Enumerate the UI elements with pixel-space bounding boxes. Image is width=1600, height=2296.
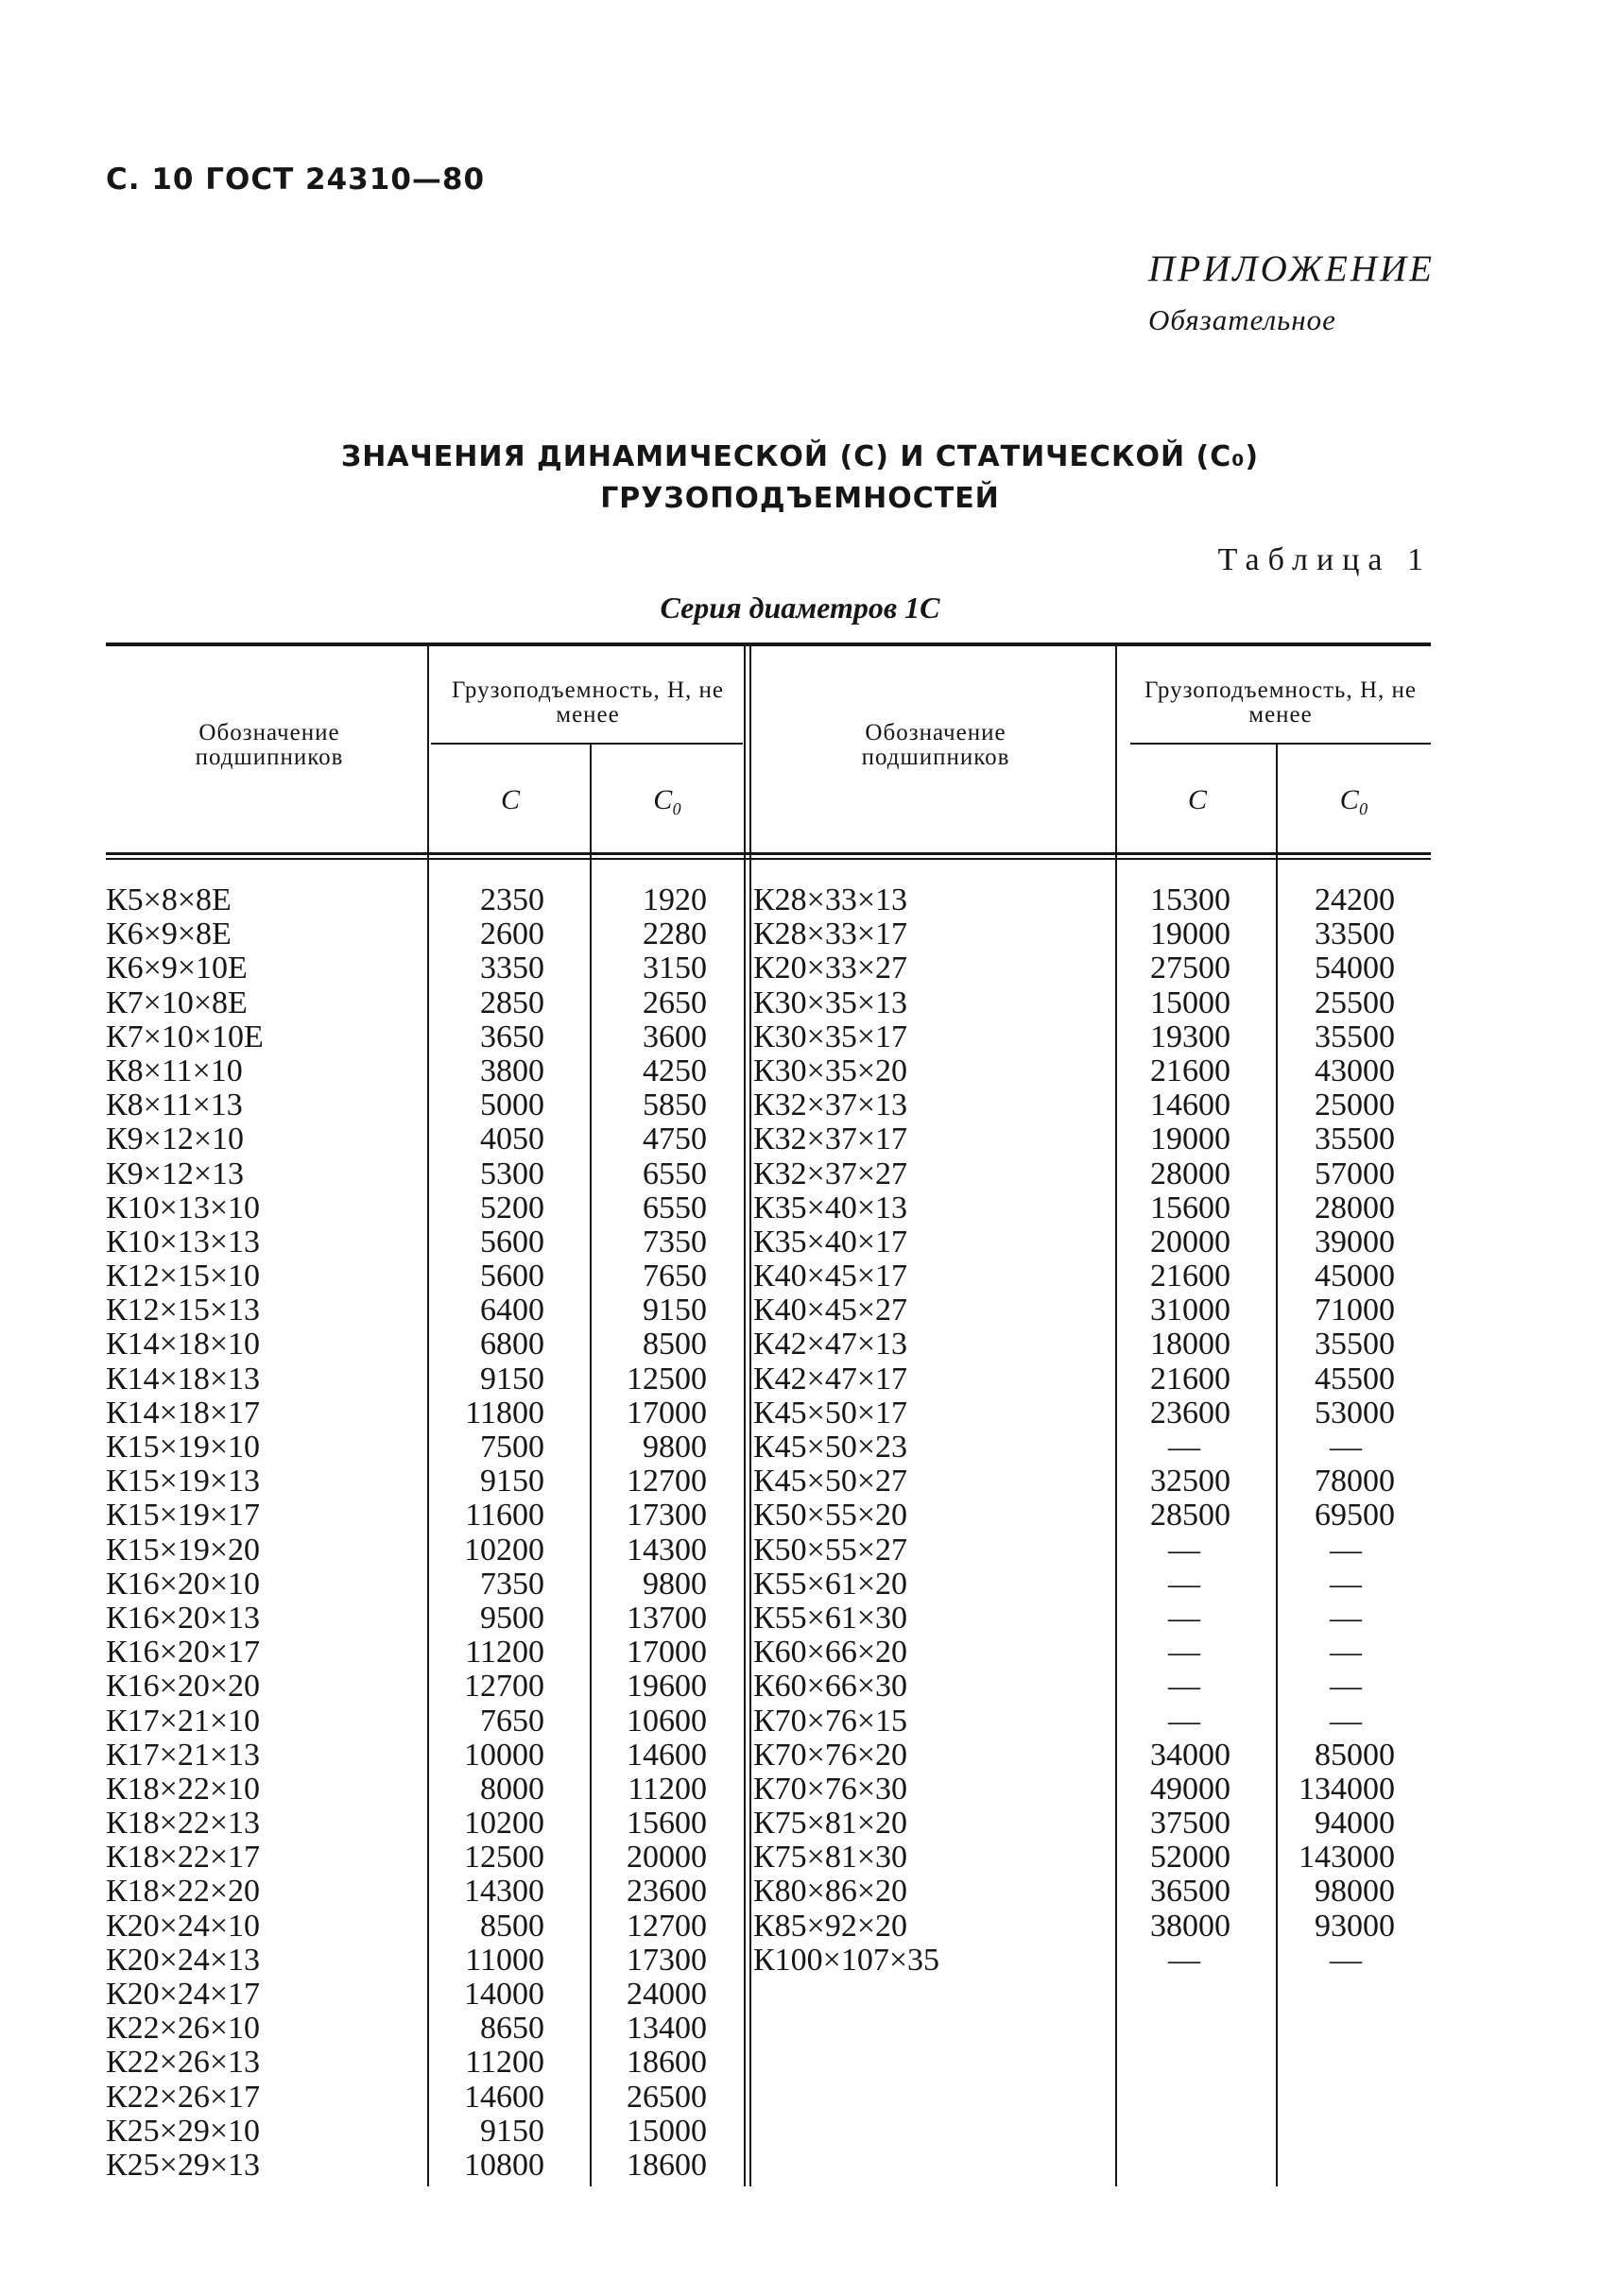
static-capacity-value: 28000 [1315,1190,1395,1225]
bearing-designation: К70×76×30 [753,1771,908,1807]
bearing-designation: К8×11×10 [106,1053,243,1088]
bearing-designation: К22×26×17 [106,2079,261,2115]
dynamic-capacity-value: 11600 [465,1498,544,1534]
dynamic-capacity-value: 5200 [480,1190,544,1225]
dynamic-capacity-value: 32500 [1150,1464,1230,1499]
static-capacity-value: 33500 [1315,917,1395,952]
static-capacity-value: 13400 [627,2011,707,2047]
bearing-designation: К55×61×30 [753,1600,908,1636]
bearing-designation: К40×45×27 [753,1293,908,1328]
bearing-designation: К32×37×27 [753,1156,908,1191]
dynamic-capacity-value: 34000 [1150,1737,1230,1773]
bearing-designation: К70×76×20 [753,1737,908,1773]
dynamic-capacity-value: 20000 [1150,1224,1230,1259]
static-capacity-value: 26500 [627,2079,707,2115]
static-capacity-value: 17300 [627,1498,707,1534]
bearing-designation: К42×47×17 [753,1361,908,1396]
dynamic-capacity-value: 11800 [465,1395,544,1431]
dynamic-capacity-value: 5000 [480,1088,544,1123]
dynamic-capacity-value: 6800 [480,1327,544,1362]
dynamic-capacity-value: 11200 [465,1635,544,1671]
col-divider-center-b [749,646,751,2186]
static-capacity-value: 17000 [627,1635,707,1671]
static-capacity-value: 143000 [1299,1840,1395,1876]
bearing-designation: К20×33×27 [753,951,908,986]
dynamic-capacity-value: — [1168,1669,1200,1705]
bearing-designation: К30×35×17 [753,1019,908,1054]
bearing-designation: К16×20×13 [106,1600,261,1636]
static-capacity-value: 24200 [1315,882,1395,917]
bearing-designation: К6×9×10Е [106,951,248,986]
dynamic-capacity-value: 9150 [480,1464,544,1499]
dynamic-capacity-value: 15600 [1150,1190,1230,1225]
left-designation-column [106,883,418,2183]
page-header: С. 10 ГОСТ 24310—80 [106,163,486,197]
bearing-designation: К14×18×17 [106,1395,261,1431]
dynamic-capacity-value: 52000 [1150,1840,1230,1876]
dynamic-capacity-value: 14600 [464,2079,544,2115]
bearing-designation: К9×12×10 [106,1122,245,1157]
dynamic-capacity-value: 23600 [1150,1395,1230,1431]
static-capacity-value: 12500 [627,1361,707,1396]
bearing-designation: К7×10×10Е [106,1019,264,1054]
bearing-designation: К50×55×27 [753,1532,908,1568]
left-c-column [431,883,544,2183]
dynamic-capacity-value: — [1168,1635,1200,1671]
header-bottom-rule [106,852,1431,855]
appendix-title: ПРИЛОЖЕНИЕ [1148,248,1435,289]
bearing-designation: К45×50×23 [753,1430,908,1465]
dynamic-capacity-value: 7350 [480,1566,544,1602]
dynamic-capacity-value: 5600 [480,1224,544,1259]
static-capacity-value: 7350 [643,1224,707,1259]
static-capacity-value: 54000 [1315,951,1395,986]
header-designation-left: Обозначение подшипников [195,720,344,770]
static-capacity-value: 98000 [1315,1874,1395,1910]
header-capacity-right: Грузоподъемность, Н, не менее [1144,677,1417,728]
static-capacity-value: 9800 [643,1566,707,1602]
dynamic-capacity-value: 21600 [1150,1259,1230,1294]
bearing-designation: К6×9×8Е [106,917,232,952]
static-capacity-value: 134000 [1299,1771,1395,1807]
right-designation-column [753,883,1112,1978]
bearing-designation: К30×35×20 [753,1053,908,1088]
bearing-designation: К17×21×10 [106,1703,261,1739]
bearing-designation: К45×50×17 [753,1395,908,1431]
dynamic-capacity-value: 8500 [480,1908,544,1944]
col-divider-left-name [427,646,429,2186]
static-capacity-value: 6550 [643,1190,707,1225]
bearing-designation: К70×76×15 [753,1703,908,1739]
bearing-designation: К30×35×13 [753,985,908,1020]
static-capacity-value: 2280 [643,917,707,952]
static-capacity-value: 15000 [627,2113,707,2149]
bearing-designation: К5×8×8Е [106,882,232,917]
static-capacity-value: 19600 [627,1669,707,1705]
bearing-designation: К32×37×17 [753,1122,908,1157]
static-capacity-value: 15600 [627,1806,707,1842]
dynamic-capacity-value: 8000 [480,1771,544,1807]
static-capacity-value: 23600 [627,1874,707,1910]
static-capacity-value: 35500 [1315,1122,1395,1157]
static-capacity-value: 78000 [1315,1464,1395,1499]
col-divider-right-name [1115,646,1117,2186]
dynamic-capacity-value: 28500 [1150,1498,1230,1534]
bearing-designation: К12×15×13 [106,1293,261,1328]
bearing-designation: К75×81×20 [753,1806,908,1842]
static-capacity-value: 20000 [627,1840,707,1876]
bearing-designation: К60×66×30 [753,1669,908,1705]
static-capacity-value: 69500 [1315,1498,1395,1534]
table-top-rule [106,643,1431,646]
static-capacity-value: 17300 [627,1942,707,1978]
bearing-designation: К16×20×20 [106,1669,261,1705]
static-capacity-value: 4250 [643,1053,707,1088]
static-capacity-value: 10600 [627,1703,707,1739]
capacity-underline-left [431,743,743,745]
static-capacity-value: 12700 [627,1908,707,1944]
dynamic-capacity-value: 7650 [480,1703,544,1739]
dynamic-capacity-value: 4050 [480,1122,544,1157]
static-capacity-value: 12700 [627,1464,707,1499]
static-capacity-value: 45000 [1315,1259,1395,1294]
static-capacity-value: 35500 [1315,1019,1395,1054]
bearing-designation: К18×22×20 [106,1874,261,1910]
static-capacity-value: 4750 [643,1122,707,1157]
dynamic-capacity-value: 31000 [1150,1293,1230,1328]
dynamic-capacity-value: 12700 [464,1669,544,1705]
document-title [0,437,1600,520]
bearing-designation: К14×18×13 [106,1361,261,1396]
dynamic-capacity-value: 19000 [1150,1122,1230,1157]
bearing-designation: К18×22×13 [106,1806,261,1842]
bearing-designation: К100×107×35 [753,1942,940,1978]
bearing-designation: К60×66×20 [753,1635,908,1671]
dynamic-capacity-value: 36500 [1150,1874,1230,1910]
bearing-designation: К14×18×10 [106,1327,261,1362]
dynamic-capacity-value: 27500 [1150,951,1230,986]
dynamic-capacity-value: 10000 [464,1737,544,1773]
static-capacity-value: — [1330,1600,1362,1636]
dynamic-capacity-value: 19300 [1150,1019,1230,1054]
bearing-designation: К16×20×17 [106,1635,261,1671]
bearing-designation: К10×13×10 [106,1190,261,1225]
static-capacity-value: 7650 [643,1259,707,1294]
dynamic-capacity-value: — [1168,1703,1200,1739]
bearing-designation: К10×13×13 [106,1224,261,1259]
bearing-designation: К25×29×10 [106,2113,261,2149]
appendix-subtitle: Обязательное [1148,303,1336,336]
bearing-designation: К18×22×10 [106,1771,261,1807]
dynamic-capacity-value: 6400 [480,1293,544,1328]
bearing-designation: К7×10×8Е [106,985,248,1020]
dynamic-capacity-value: 21600 [1150,1361,1230,1396]
bearing-designation: К85×92×20 [753,1908,908,1944]
static-capacity-value: 9150 [643,1293,707,1328]
bearing-designation: К22×26×10 [106,2011,261,2047]
header-c0-right: C₀ [1339,784,1369,815]
bearing-designation: К20×24×17 [106,1977,261,2012]
static-capacity-value: 5850 [643,1088,707,1123]
static-capacity-value: 18600 [627,2147,707,2183]
dynamic-capacity-value: 11000 [465,1942,544,1978]
bearing-designation: К25×29×13 [106,2147,261,2183]
series-label: Серия диаметров 1С [660,591,940,625]
static-capacity-value: — [1330,1566,1362,1602]
bearing-designation: К17×21×13 [106,1737,261,1773]
header-c-left: C [500,784,520,815]
right-c-column [1119,883,1230,1978]
right-c0-column [1278,883,1395,1978]
static-capacity-value: 1920 [643,882,707,917]
static-capacity-value: 94000 [1315,1806,1395,1842]
header-c0-left: C₀ [653,784,682,815]
title-line-2: ГРУЗОПОДЪЕМНОСТЕЙ [600,482,1000,515]
dynamic-capacity-value: 12500 [464,1840,544,1876]
dynamic-capacity-value: 28000 [1150,1156,1230,1191]
static-capacity-value: 8500 [643,1327,707,1362]
bearing-designation: К28×33×17 [753,917,908,952]
static-capacity-value: 6550 [643,1156,707,1191]
static-capacity-value: 2650 [643,985,707,1020]
header-c-right: C [1187,784,1207,815]
bearing-designation: К32×37×13 [753,1088,908,1123]
title-line-1: ЗНАЧЕНИЯ ДИНАМИЧЕСКОЙ (C) И СТАТИЧЕСКОЙ (C₀) [340,440,1260,473]
static-capacity-value: 71000 [1315,1293,1395,1328]
dynamic-capacity-value: 9150 [480,1361,544,1396]
static-capacity-value: — [1330,1669,1362,1705]
bearing-designation: К28×33×13 [753,882,908,917]
static-capacity-value: 25000 [1315,1088,1395,1123]
static-capacity-value: 24000 [627,1977,707,2012]
static-capacity-value: 45500 [1315,1361,1395,1396]
dynamic-capacity-value: 9150 [480,2113,544,2149]
dynamic-capacity-value: 9500 [480,1600,544,1636]
dynamic-capacity-value: 18000 [1150,1327,1230,1362]
static-capacity-value: 11200 [628,1771,707,1807]
bearing-designation: К8×11×13 [106,1088,243,1123]
dynamic-capacity-value: 14300 [464,1874,544,1910]
bearing-designation: К20×24×13 [106,1942,261,1978]
bearing-designation: К35×40×13 [753,1190,908,1225]
static-capacity-value: 13700 [627,1600,707,1636]
dynamic-capacity-value: — [1168,1430,1200,1465]
dynamic-capacity-value: — [1168,1600,1200,1636]
static-capacity-value: 53000 [1315,1395,1395,1431]
table-number: Таблица 1 [1217,542,1432,577]
static-capacity-value: — [1330,1532,1362,1568]
bearing-designation: К15×19×13 [106,1464,261,1499]
dynamic-capacity-value: 15300 [1150,882,1230,917]
bearing-designation: К22×26×13 [106,2045,261,2081]
static-capacity-value: 25500 [1315,985,1395,1020]
bearing-designation: К40×45×17 [753,1259,908,1294]
dynamic-capacity-value: 14000 [464,1977,544,2012]
bearing-designation: К35×40×17 [753,1224,908,1259]
static-capacity-value: 57000 [1315,1156,1395,1191]
static-capacity-value: 14300 [627,1532,707,1568]
dynamic-capacity-value: 5300 [480,1156,544,1191]
static-capacity-value: — [1330,1942,1362,1978]
bearing-designation: К15×19×17 [106,1498,261,1534]
static-capacity-value: — [1330,1703,1362,1739]
header-bottom-rule-2 [106,858,1431,860]
bearing-designation: К15×19×10 [106,1430,261,1465]
static-capacity-value: 9800 [643,1430,707,1465]
dynamic-capacity-value: 7500 [480,1430,544,1465]
appendix-block [1148,248,1435,337]
dynamic-capacity-value: 37500 [1150,1806,1230,1842]
static-capacity-value: 35500 [1315,1327,1395,1362]
static-capacity-value: 43000 [1315,1053,1395,1088]
dynamic-capacity-value: 3800 [480,1053,544,1088]
bearing-designation: К9×12×13 [106,1156,245,1191]
col-divider-center-a [744,646,746,2186]
dynamic-capacity-value: 19000 [1150,917,1230,952]
static-capacity-value: 85000 [1315,1737,1395,1773]
dynamic-capacity-value: 11200 [465,2045,544,2081]
dynamic-capacity-value: 2850 [480,985,544,1020]
dynamic-capacity-value: — [1168,1532,1200,1568]
dynamic-capacity-value: 10800 [464,2147,544,2183]
dynamic-capacity-value: 21600 [1150,1053,1230,1088]
bearing-designation: К15×19×20 [106,1532,261,1568]
dynamic-capacity-value: 8650 [480,2011,544,2047]
static-capacity-value: — [1330,1430,1362,1465]
bearing-designation: К20×24×10 [106,1908,261,1944]
bearing-designation: К18×22×17 [106,1840,261,1876]
dynamic-capacity-value: 2350 [480,882,544,917]
static-capacity-value: 14600 [627,1737,707,1773]
bearing-designation: К80×86×20 [753,1874,908,1910]
static-capacity-value: 93000 [1315,1908,1395,1944]
bearing-designation: К12×15×10 [106,1259,261,1294]
bearing-designation: К50×55×20 [753,1498,908,1534]
dynamic-capacity-value: 2600 [480,917,544,952]
dynamic-capacity-value: 38000 [1150,1908,1230,1944]
header-designation-right: Обозначение подшипников [861,720,1010,770]
dynamic-capacity-value: 14600 [1150,1088,1230,1123]
static-capacity-value: 3150 [643,951,707,986]
static-capacity-value: — [1330,1635,1362,1671]
bearing-designation: К42×47×13 [753,1327,908,1362]
static-capacity-value: 17000 [627,1395,707,1431]
header-capacity-left: Грузоподъемность, Н, не менее [452,677,724,728]
capacity-underline-right [1130,743,1431,745]
dynamic-capacity-value: — [1168,1566,1200,1602]
dynamic-capacity-value: 49000 [1150,1771,1230,1807]
static-capacity-value: 39000 [1315,1224,1395,1259]
bearing-designation: К16×20×10 [106,1566,261,1602]
dynamic-capacity-value: 15000 [1150,985,1230,1020]
dynamic-capacity-value: 10200 [464,1532,544,1568]
bearing-designation: К45×50×27 [753,1464,908,1499]
dynamic-capacity-value: 3350 [480,951,544,986]
bearing-designation: К75×81×30 [753,1840,908,1876]
left-c0-column [592,883,707,2183]
static-capacity-value: 18600 [627,2045,707,2081]
dynamic-capacity-value: 3650 [480,1019,544,1054]
dynamic-capacity-value: — [1168,1942,1200,1978]
static-capacity-value: 3600 [643,1019,707,1054]
dynamic-capacity-value: 5600 [480,1259,544,1294]
dynamic-capacity-value: 10200 [464,1806,544,1842]
bearing-designation: К55×61×20 [753,1566,908,1602]
